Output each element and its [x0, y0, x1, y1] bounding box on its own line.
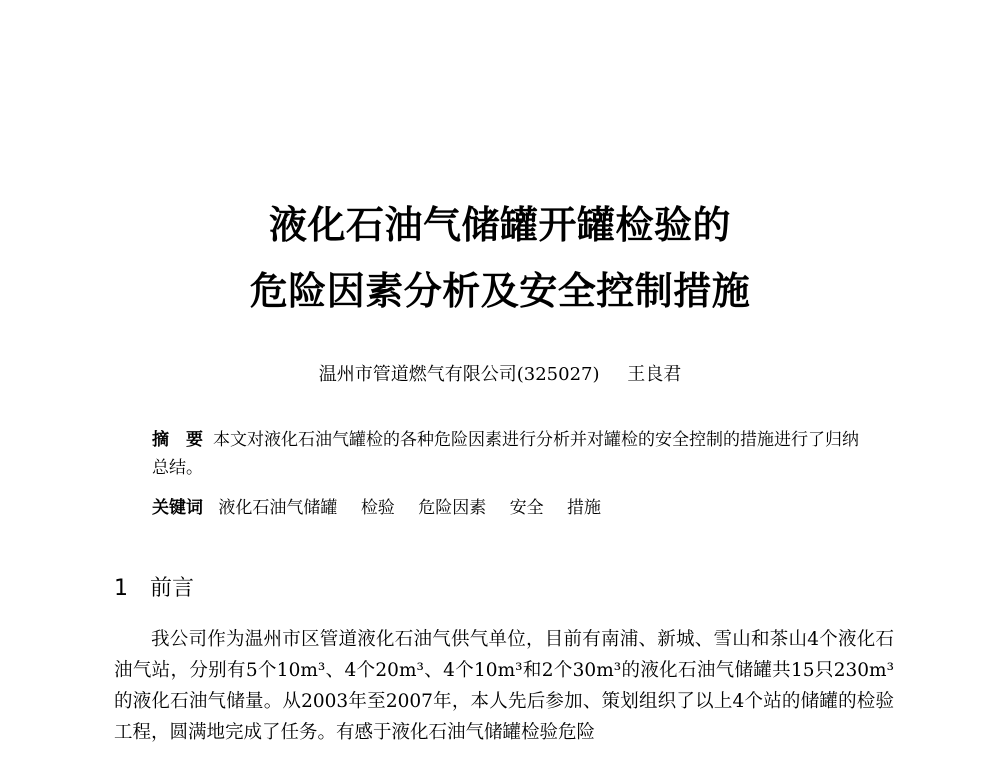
section-number: 1 [114, 576, 128, 601]
keyword: 液化石油气储罐 [218, 498, 338, 518]
author-name: 王良君 [627, 364, 682, 385]
keyword: 检验 [360, 498, 395, 518]
paper-title-line-2: 危险因素分析及安全控制措施 [249, 269, 751, 313]
keyword: 措施 [567, 498, 602, 518]
section-title: 前言 [150, 576, 195, 601]
abstract [152, 426, 862, 482]
body-paragraph: 我公司作为温州市区管道液化石油气供气单位，目前有南浦、新城、雪山和茶山4个液化石油气站，分别有5个10m³、4个20m³、4个10m³和2个30m³的液化石油气储罐共15只230m³的液化石油气储量。从2003年至2007年，本人先后参加、策划组织了以上4个站的储罐的检验工程，圆满地完成了任务。有感于液化石油气储罐检验危险 [114, 629, 894, 743]
affiliation [0, 362, 1000, 388]
organization: 温州市管道燃气有限公司(325027) [318, 364, 600, 385]
abstract-label: 摘 要 [152, 430, 203, 450]
keyword: 安全 [509, 498, 544, 518]
section-heading [114, 574, 194, 604]
keywords [152, 494, 862, 522]
paper-title-line-1: 液化石油气储罐开罐检验的 [268, 203, 731, 247]
abstract-text: 本文对液化石油气罐检的各种危险因素进行分析并对罐检的安全控制的措施进行了归纳总结。 [152, 430, 859, 478]
keywords-label: 关键词 [152, 498, 203, 518]
keyword: 危险因素 [418, 498, 487, 518]
